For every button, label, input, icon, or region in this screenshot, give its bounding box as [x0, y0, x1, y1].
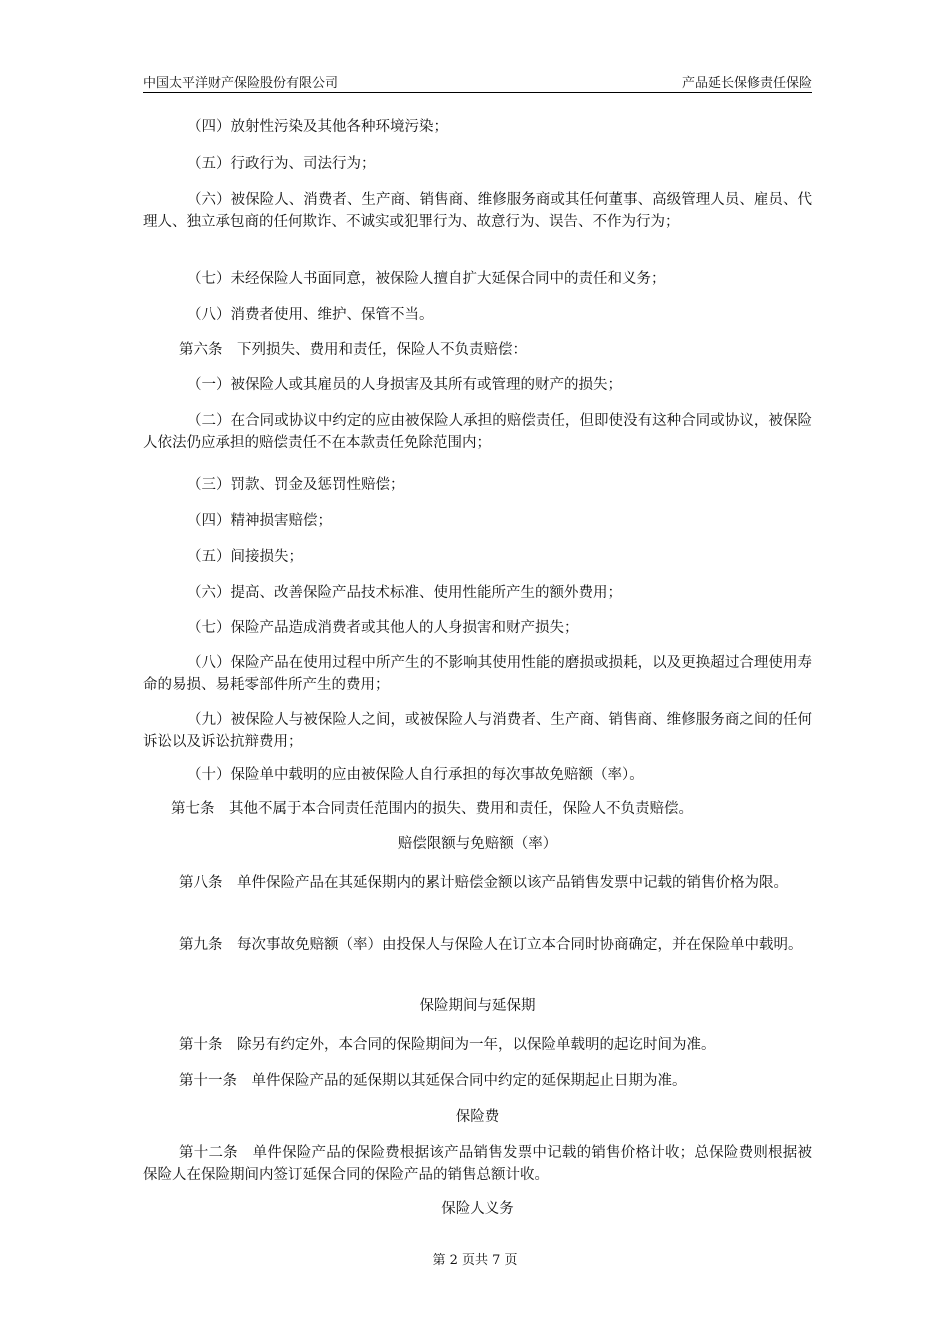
- section-heading: 保险期间与延保期: [419, 998, 536, 1014]
- clause-item: （三）罚款、罚金及惩罚性赔偿；: [187, 477, 405, 493]
- article-7: 第七条 其他不属于本合同责任范围内的损失、费用和责任，保险人不负责赔偿。: [171, 801, 693, 817]
- header-product: 产品延长保修责任保险: [681, 76, 812, 91]
- section-heading: 保险人义务: [441, 1201, 514, 1217]
- clause-item: （五）行政行为、司法行为；: [187, 156, 376, 172]
- clause-item: （八）保险产品在使用过程中所产生的不影响其使用性能的磨损或损耗，以及更换超过合理使用寿命的易损、易耗零部件所产生的费用；: [143, 655, 812, 693]
- article-10: 第十条 除另有约定外，本合同的保险期间为一年，以保险单载明的起讫时间为准。: [179, 1037, 716, 1053]
- page-header: [143, 70, 812, 93]
- clause-item: （九）被保险人与被保险人之间，或被保险人与消费者、生产商、销售商、维修服务商之间的任何诉讼以及诉讼抗辩费用；: [143, 712, 812, 750]
- clause-item: （二）在合同或协议中约定的应由被保险人承担的赔偿责任，但即使没有这种合同或协议，被保险人依法仍应承担的赔偿责任不在本款责任免除范围内；: [143, 413, 812, 451]
- article-8: 第八条 单件保险产品在其延保期内的累计赔偿金额以该产品销售发票中记载的销售价格为限。: [179, 875, 788, 891]
- clause-item: （十）保险单中载明的应由被保险人自行承担的每次事故免赔额（率）。: [187, 767, 644, 783]
- clause-item: （六）被保险人、消费者、生产商、销售商、维修服务商或其任何董事、高级管理人员、雇员、代理人、独立承包商的任何欺诈、不诚实或犯罪行为、故意行为、误告、不作为行为；: [143, 192, 812, 230]
- clause-item: （四）放射性污染及其他各种环境污染；: [187, 119, 448, 135]
- clause-item: （七）保险产品造成消费者或其他人的人身损害和财产损失；: [187, 620, 579, 636]
- clause-item: （五）间接损失；: [187, 549, 303, 565]
- article-12: 第十二条 单件保险产品的保险费根据该产品销售发票中记载的销售价格计收；总保险费则根据被保险人在保险期间内签订延保合同的保险产品的销售总额计收。: [143, 1145, 812, 1183]
- clause-item: （四）精神损害赔偿；: [187, 513, 332, 529]
- clause-item: （七）未经保险人书面同意，被保险人擅自扩大延保合同中的责任和义务；: [187, 271, 666, 287]
- section-heading: 保险费: [455, 1109, 500, 1125]
- header-company: 中国太平洋财产保险股份有限公司: [143, 76, 339, 91]
- section-heading: 赔偿限额与免赔额（率）: [397, 836, 558, 852]
- article-9: 第九条 每次事故免赔额（率）由投保人与保险人在订立本合同时协商确定，并在保险单中载明。: [179, 937, 803, 953]
- page-number: 第 2 页共 7 页: [432, 1253, 518, 1268]
- clause-item: （一）被保险人或其雇员的人身损害及其所有或管理的财产的损失；: [187, 377, 622, 393]
- article-11: 第十一条 单件保险产品的延保期以其延保合同中约定的延保期起止日期为准。: [179, 1073, 687, 1089]
- clause-item: （六）提高、改善保险产品技术标准、使用性能所产生的额外费用；: [187, 585, 622, 601]
- clause-item: （八）消费者使用、维护、保管不当。: [187, 307, 434, 323]
- article-6: 第六条 下列损失、费用和责任，保险人不负责赔偿：: [179, 342, 527, 358]
